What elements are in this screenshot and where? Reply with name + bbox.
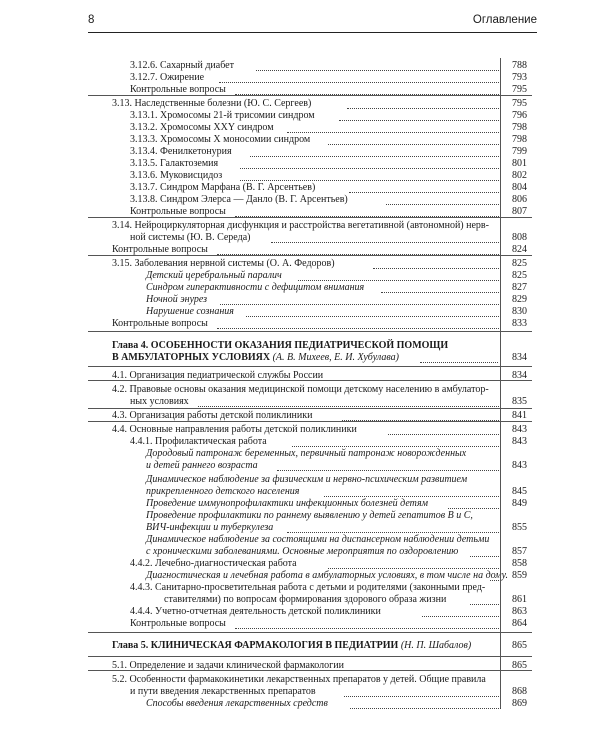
page-ref: 835 [512, 396, 527, 407]
page-ref: 834 [512, 352, 527, 363]
dot-leader [328, 144, 501, 145]
entry-text: 4.4. Основные направления работы детской поликлиники [112, 424, 357, 435]
chapter-number: Глава 5. [112, 640, 149, 651]
page-ref: 834 [512, 370, 527, 381]
entry-line1: Динамическое наблюдение за физическим и нервно-психическим развитием [146, 474, 468, 485]
dot-leader [388, 434, 501, 435]
entry-line2: и пути введения лекарственных препаратов [130, 686, 316, 697]
page-ref: 865 [512, 660, 527, 671]
entry-text: 3.13.8. Синдром Элерса — Данло (В. Г. Арсентьев) [130, 194, 348, 205]
page-ref: 801 [512, 158, 527, 169]
entry-text: 3.12.6. Сахарный диабет [130, 60, 234, 71]
page-number-column-rule [500, 58, 501, 708]
entry-text: Контрольные вопросы [112, 244, 208, 255]
entry-line2: ставителями) по вопросам формирования здорового образа жизни [164, 594, 447, 605]
entry-text: 4.4.1. Профилактическая работа [130, 436, 267, 447]
page-ref: 795 [512, 98, 527, 109]
entry-text: Контрольные вопросы [130, 206, 226, 217]
section-rule [88, 632, 532, 633]
page-ref: 863 [512, 606, 527, 617]
entry-text: Нарушение сознания [146, 306, 234, 317]
dot-leader [292, 446, 501, 447]
page-ref: 829 [512, 294, 527, 305]
entry-text: 4.1. Организация педиатрической службы России [112, 370, 324, 381]
entry-text: 4.4.4. Учетно-отчетная деятельность детской поликлиники [130, 606, 381, 617]
page-ref: 843 [512, 436, 527, 447]
entry-line1: 4.2. Правовые основы оказания медицинской помощи детскому населению в амбулатор- [112, 384, 489, 395]
page-ref: 825 [512, 270, 527, 281]
section-rule [88, 255, 532, 256]
dot-leader [349, 192, 501, 193]
chapter-heading [112, 640, 471, 652]
dot-leader [287, 532, 501, 533]
chapter-title-cont: В АМБУЛАТОРНЫХ УСЛОВИЯХ [112, 352, 271, 363]
chapter-number: Глава 4. [112, 340, 149, 351]
page-ref: 849 [512, 498, 527, 509]
page-header [88, 14, 537, 33]
entry-text: Детский церебральный паралич [146, 270, 282, 281]
page-ref: 869 [512, 698, 527, 709]
section-rule [88, 656, 532, 657]
page-ref: 830 [512, 306, 527, 317]
entry-text: Ночной энурез [146, 294, 208, 305]
page-ref: 795 [512, 84, 527, 95]
entry-text: Способы введения лекарственных средств [146, 698, 328, 709]
entry-text: 3.13.1. Хромосомы 21-й трисомии синдром [130, 110, 315, 121]
dot-leader [287, 132, 501, 133]
page-ref: 824 [512, 244, 527, 255]
dot-leader [344, 696, 501, 697]
dot-leader [470, 556, 501, 557]
entry-text: 3.13.6. Муковисцидоз [130, 170, 223, 181]
page-ref: 864 [512, 618, 527, 629]
section-rule [88, 95, 532, 96]
dot-leader [298, 280, 501, 281]
page-ref: 855 [512, 522, 527, 533]
entry-line2: ной системы (Ю. В. Середа) [130, 232, 251, 243]
dot-leader [448, 508, 501, 509]
dot-leader [373, 268, 501, 269]
section-rule [88, 408, 532, 409]
page-ref: 827 [512, 282, 527, 293]
section-rule [88, 670, 532, 671]
entry-line1: Проведение профилактики по раннему выявлению у детей гепатитов В и С, [146, 510, 473, 521]
page-ref: 806 [512, 194, 527, 205]
entry-text: Проведение иммунопрофилактики инфекционных болезней детям [146, 498, 428, 509]
chapter-authors: (Н. П. Шабалов) [398, 640, 472, 651]
page-ref: 802 [512, 170, 527, 181]
entry-text: 3.13.2. Хромосомы XXY синдром [130, 122, 274, 133]
entry-line2: ВИЧ-инфекции и туберкулеза [146, 522, 274, 533]
entry-text: Контрольные вопросы [130, 84, 226, 95]
dot-leader [328, 568, 501, 569]
page-ref: 788 [512, 60, 527, 71]
dot-leader [240, 180, 501, 181]
entry-text: Контрольные вопросы [130, 618, 226, 629]
page-ref: 859 [512, 570, 527, 581]
entry-text: 3.13. Наследственные болезни (Ю. С. Сергеев) [112, 98, 312, 109]
dot-leader [271, 242, 501, 243]
entry-text: 4.3. Организация работы детской поликлиники [112, 410, 313, 421]
entry-text: 3.13.3. Хромосомы X моносомии синдром [130, 134, 311, 145]
section-rule [88, 421, 532, 422]
running-title: Оглавление [472, 14, 537, 26]
dot-leader [350, 708, 501, 709]
dot-leader [235, 628, 501, 629]
chapter-heading-line2 [112, 352, 399, 364]
dot-leader [422, 616, 501, 617]
chapter-heading-line1 [112, 340, 448, 352]
page-ref: 796 [512, 110, 527, 121]
section-rule [88, 366, 532, 367]
entry-text: 4.4.2. Лечебно-диагностическая работа [130, 558, 297, 569]
chapter-authors: (А. В. Михеев, Е. И. Хубулава) [270, 352, 399, 363]
entry-text: Диагностическая и лечебная работа в амбулаторных условиях, в том числе на дому. [146, 570, 508, 581]
dot-leader [217, 328, 501, 329]
page-number: 8 [88, 14, 95, 26]
page-ref: 843 [512, 424, 527, 435]
entry-line1: 4.4.3. Санитарно-просветительная работа с детьми и родителями (законными пред- [130, 582, 486, 593]
page-ref: 833 [512, 318, 527, 329]
page-ref: 825 [512, 258, 527, 269]
dot-leader [198, 406, 501, 407]
page-ref: 807 [512, 206, 527, 217]
entry-line1: 5.2. Особенности фармакокинетики лекарственных препаратов у детей. Общие правила [112, 674, 486, 685]
page-ref: 798 [512, 122, 527, 133]
dot-leader [386, 204, 501, 205]
section-rule [88, 217, 532, 218]
page-ref: 799 [512, 146, 527, 157]
entry-text: 3.13.5. Галактоземия [130, 158, 219, 169]
page-ref: 804 [512, 182, 527, 193]
section-rule [88, 331, 532, 332]
page-ref: 845 [512, 486, 527, 497]
entry-text: 3.12.7. Ожирение [130, 72, 205, 83]
dot-leader [246, 316, 501, 317]
page-ref: 861 [512, 594, 527, 605]
entry-line1: Динамическое наблюдение за состоящими на диспансерном наблюдении детьми [146, 534, 490, 545]
entry-line2: прикрепленного детского населения [146, 486, 300, 497]
page-ref: 865 [512, 640, 527, 651]
entry-text: 3.15. Заболевания нервной системы (О. А. Федоров) [112, 258, 335, 269]
section-rule [88, 380, 532, 381]
page-ref: 843 [512, 460, 527, 471]
entry-line2: ных условиях [130, 396, 189, 407]
page-ref: 808 [512, 232, 527, 243]
chapter-title: КЛИНИЧЕСКАЯ ФАРМАКОЛОГИЯ В ПЕДИАТРИИ [148, 640, 399, 651]
dot-leader [339, 120, 501, 121]
entry-text: Синдром гиперактивности с дефицитом внимания [146, 282, 365, 293]
page-ref: 857 [512, 546, 527, 557]
entry-line1: 3.14. Нейроциркуляторная дисфункция и расстройства вегетативной (автономной) нерв- [112, 220, 489, 231]
chapter-title: ОСОБЕННОСТИ ОКАЗАНИЯ ПЕДИАТРИЧЕСКОЙ ПОМОЩИ [148, 340, 449, 351]
dot-leader [240, 168, 501, 169]
page-ref: 798 [512, 134, 527, 145]
dot-leader [470, 604, 501, 605]
entry-line2: и детей раннего возраста [146, 460, 258, 471]
page-ref: 841 [512, 410, 527, 421]
dot-leader [324, 496, 501, 497]
dot-leader [256, 70, 501, 71]
page-ref: 868 [512, 686, 527, 697]
page-ref: 793 [512, 72, 527, 83]
entry-text: 3.13.4. Фенилкетонурия [130, 146, 232, 157]
dot-leader [347, 108, 501, 109]
dot-leader [277, 470, 501, 471]
entry-line1: Дородовый патронаж беременных, первичный патронаж новорожденных [146, 448, 467, 459]
dot-leader [250, 156, 501, 157]
entry-text: 5.1. Определение и задачи клинической фармакологии [112, 660, 344, 671]
dot-leader [219, 82, 501, 83]
dot-leader [420, 362, 498, 363]
dot-leader [381, 292, 501, 293]
entry-text: Контрольные вопросы [112, 318, 208, 329]
page-ref: 858 [512, 558, 527, 569]
entry-line2: с хроническими заболеваниями. Основные мероприятия по оздоровлению [146, 546, 459, 557]
entry-text: 3.13.7. Синдром Марфана (В. Г. Арсентьев) [130, 182, 316, 193]
dot-leader [220, 304, 501, 305]
